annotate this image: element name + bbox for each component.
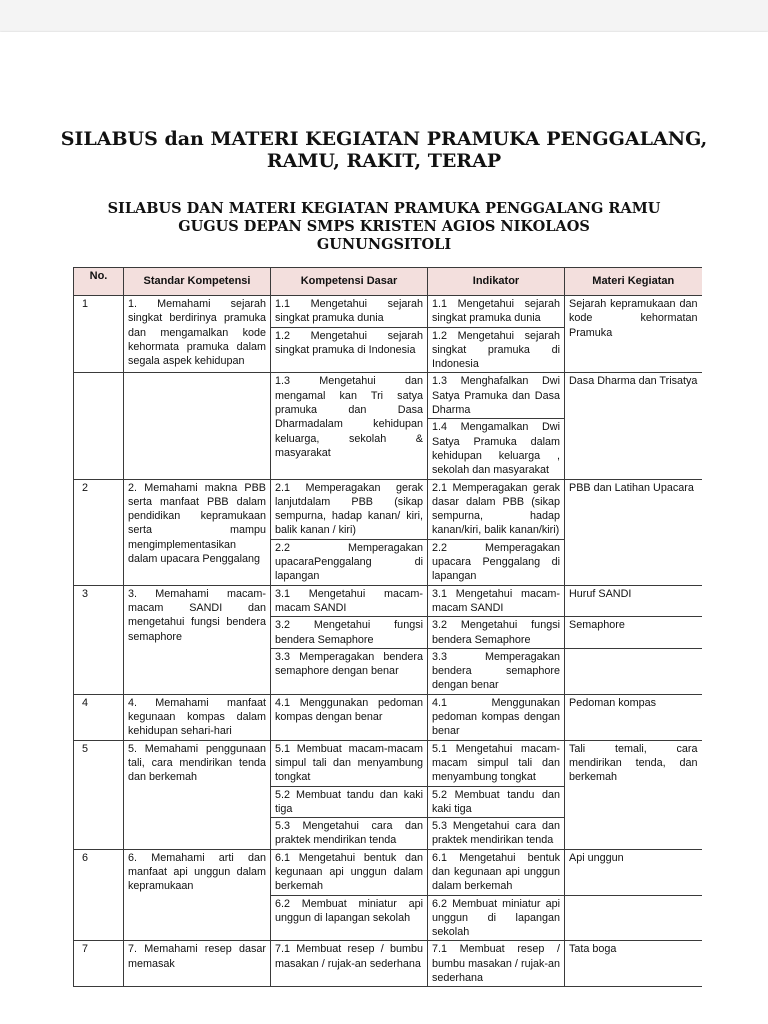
document-title-line-2: RAMU, RAKIT, TERAP: [266, 150, 502, 172]
indikator-cell: 3.2 Mengetahui fungsi bendera Semaphore: [428, 617, 565, 649]
indikator-cell: 6.1 Mengetahui bentuk dan kegunaan api unggun dalam berkemah: [428, 849, 565, 895]
indikator-cell: 4.1 Menggunakan pedoman kompas dengan benar: [428, 694, 565, 740]
indikator-cell: 3.3 Memperagakan bendera semaphore dengan benar: [428, 648, 565, 694]
kompetensi-dasar-cell: 5.2 Membuat tandu dan kaki tiga: [271, 786, 428, 818]
indikator-cell: 5.2 Membuat tandu dan kaki tiga: [428, 786, 565, 818]
row-number: 4: [74, 694, 124, 740]
header-no: No.: [74, 268, 124, 296]
kompetensi-dasar-cell: 2.1 Memperagakan gerak lanjutdalam PBB (sikap sempurna, hadap kanan/ kiri, balik kanan / kiri): [271, 479, 428, 539]
kompetensi-dasar-cell: 1.3 Mengetahui dan mengamal kan Tri satya pramuka dan Dasa Dharmadalam kehidupan keluarga, sekolah & masyarakat: [271, 373, 428, 479]
standar-kompetensi-spacer: [124, 373, 271, 479]
row-number: 5: [74, 740, 124, 849]
row-number: 3: [74, 585, 124, 694]
table-row: [74, 373, 702, 419]
materi-kegiatan-cell: Dasa Dharma dan Trisatya: [565, 373, 702, 479]
document-subtitle-line-2: GUGUS DEPAN SMPS KRISTEN AGIOS NIKOLAOS: [178, 218, 590, 235]
table-row: [74, 479, 702, 539]
standar-kompetensi-cell: 7. Memahami resep dasar memasak: [124, 941, 271, 987]
standar-kompetensi-cell: 4. Memahami manfaat kegunaan kompas dalam kehidupan sehari-hari: [124, 694, 271, 740]
syllabus-table: [73, 267, 702, 987]
materi-kegiatan-cell: Tali temali, cara mendirikan tenda, dan berkemah: [565, 740, 702, 849]
kompetensi-dasar-cell: 3.3 Memperagakan bendera semaphore dengan benar: [271, 648, 428, 694]
document-title-line-1: SILABUS dan MATERI KEGIATAN PRAMUKA PENGGALANG,: [60, 128, 708, 150]
kompetensi-dasar-cell: 1.1 Mengetahui sejarah singkat pramuka dunia: [271, 296, 428, 328]
indikator-cell: 2.2 Memperagakan upacara Penggalang di lapangan: [428, 539, 565, 585]
materi-kegiatan-cell: Huruf SANDI: [565, 585, 702, 617]
document-subtitle-line-1: SILABUS DAN MATERI KEGIATAN PRAMUKA PENGGALANG RAMU: [107, 200, 661, 217]
table-row: [74, 296, 702, 328]
header-materi-kegiatan: Materi Kegiatan: [565, 268, 702, 296]
indikator-cell: 5.1 Mengetahui macam-macam simpul tali dan menyambung tongkat: [428, 740, 565, 786]
row-number-spacer: [74, 373, 124, 479]
materi-kegiatan-cell: [565, 648, 702, 694]
kompetensi-dasar-cell: 5.3 Mengetahui cara dan praktek mendirikan tenda: [271, 818, 428, 850]
materi-kegiatan-cell: Api unggun: [565, 849, 702, 895]
materi-kegiatan-cell: Pedoman kompas: [565, 694, 702, 740]
indikator-cell: 1.2 Mengetahui sejarah singkat pramuka di Indonesia: [428, 327, 565, 373]
table-row: [74, 740, 702, 786]
standar-kompetensi-cell: 5. Memahami penggunaan tali, cara mendirikan tenda dan berkemah: [124, 740, 271, 849]
kompetensi-dasar-cell: 3.1 Mengetahui macam-macam SANDI: [271, 585, 428, 617]
table-header-row: [74, 268, 702, 296]
row-number: 2: [74, 479, 124, 585]
kompetensi-dasar-cell: 2.2 Memperagakan upacaraPenggalang di lapangan: [271, 539, 428, 585]
row-number: 1: [74, 296, 124, 373]
document-page: [0, 32, 768, 1024]
kompetensi-dasar-cell: 6.2 Membuat miniatur api unggun di lapangan sekolah: [271, 895, 428, 941]
indikator-cell: 1.1 Mengetahui sejarah singkat pramuka dunia: [428, 296, 565, 328]
kompetensi-dasar-cell: 1.2 Mengetahui sejarah singkat pramuka di Indonesia: [271, 327, 428, 373]
indikator-cell: 1.3 Menghafalkan Dwi Satya Pramuka dan Dasa Dharma: [428, 373, 565, 419]
standar-kompetensi-cell: 2. Memahami makna PBB serta manfaat PBB dalam pendidikan kepramukaan serta mampu mengimplementasikan dalam upacara Penggalang: [124, 479, 271, 585]
indikator-cell: 6.2 Membuat miniatur api unggun di lapangan sekolah: [428, 895, 565, 941]
standar-kompetensi-cell: 3. Memahami macam-macam SANDI dan mengetahui fungsi bendera semaphore: [124, 585, 271, 694]
materi-kegiatan-cell: PBB dan Latihan Upacara: [565, 479, 702, 585]
standar-kompetensi-cell: 6. Memahami arti dan manfaat api unggun dalam kepramukaan: [124, 849, 271, 941]
indikator-cell: 1.4 Mengamalkan Dwi Satya Pramuka dalam kehidupan keluarga , sekolah dan masyarakat: [428, 419, 565, 479]
table-row: [74, 941, 702, 987]
indikator-cell: 3.1 Mengetahui macam-macam SANDI: [428, 585, 565, 617]
document-subtitle-line-3: GUNUNGSITOLI: [316, 236, 452, 253]
table-row: [74, 694, 702, 740]
materi-kegiatan-cell: Tata boga: [565, 941, 702, 987]
header-standar-kompetensi: Standar Kompetensi: [124, 268, 271, 296]
table-row: [74, 585, 702, 617]
header-kompetensi-dasar: Kompetensi Dasar: [271, 268, 428, 296]
indikator-cell: 7.1 Membuat resep / bumbu masakan / rujak-an sederhana: [428, 941, 565, 987]
standar-kompetensi-cell: 1. Memahami sejarah singkat berdirinya pramuka dan mengamalkan kode kehormata pramuka dalam segala aspek kehidupan: [124, 296, 271, 373]
row-number: 6: [74, 849, 124, 941]
kompetensi-dasar-cell: 3.2 Mengetahui fungsi bendera Semaphore: [271, 617, 428, 649]
row-number: 7: [74, 941, 124, 987]
table-row: [74, 849, 702, 895]
kompetensi-dasar-cell: 4.1 Menggunakan pedoman kompas dengan benar: [271, 694, 428, 740]
kompetensi-dasar-cell: 6.1 Mengetahui bentuk dan kegunaan api unggun dalam berkemah: [271, 849, 428, 895]
materi-kegiatan-cell: [565, 895, 702, 941]
materi-kegiatan-cell: Sejarah kepramukaan dan kode kehormatan Pramuka: [565, 296, 702, 373]
header-indikator: Indikator: [428, 268, 565, 296]
kompetensi-dasar-cell: 5.1 Membuat macam-macam simpul tali dan menyambung tongkat: [271, 740, 428, 786]
materi-kegiatan-cell: Semaphore: [565, 617, 702, 649]
kompetensi-dasar-cell: 7.1 Membuat resep / bumbu masakan / rujak-an sederhana: [271, 941, 428, 987]
indikator-cell: 2.1 Memperagakan gerak dasar dalam PBB (sikap sempurna, hadap kanan/kiri, balik kanan/kiri): [428, 479, 565, 539]
indikator-cell: 5.3 Mengetahui cara dan praktek mendirikan tenda: [428, 818, 565, 850]
